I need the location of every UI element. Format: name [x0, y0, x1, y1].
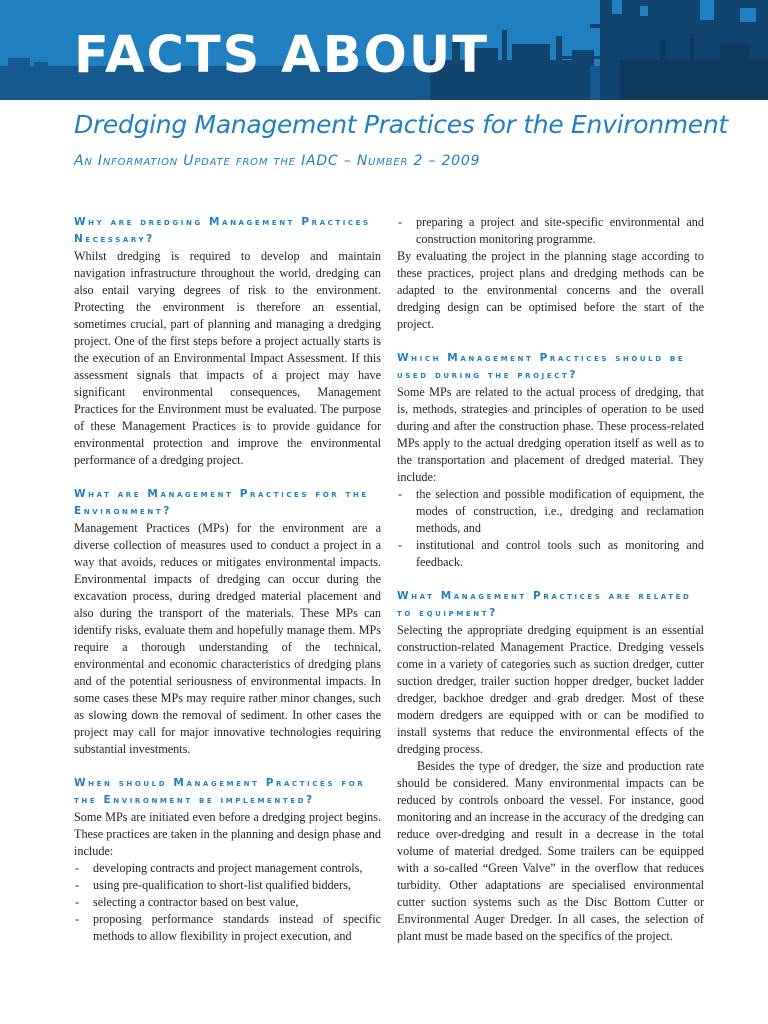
section-paragraph: Besides the type of dredger, the size and production rate should be considered. Many environmental impacts can be reduced by controls onboard the vessel. For instance, good monitoring and an increase in the accuracy of the dredging can reduce over-dredging and result in a decrease in the total volume of material dredged. Some trailers can be equipped with a so-called “Green Valve” in the overflow that reduces turbidity. Other adaptations are specialised environmental cutter suction systems such as the Disc Bottom Cutter or Environmental Auger Dredger. In all cases, the selection of plant must be made based on the specifics of the project. [397, 759, 704, 943]
document-title: Dredging Management Practices for the Environment [74, 110, 728, 139]
list-item: - developing contracts and project management controls, [74, 860, 381, 877]
list-item: - selecting a contractor based on best value, [74, 894, 381, 911]
section-what-are [74, 486, 381, 758]
section-heading: What Management Practices are related to equipment? [397, 590, 692, 619]
section-which-during [397, 350, 704, 571]
bullet-list [397, 486, 704, 571]
bullet-list [74, 860, 381, 945]
section-paragraph: Whilst dredging is required to develop and maintain navigation infrastructure throughout the world, dredging can also entail varying degrees of risk to the environment. Protecting the environment is therefore an essential, sometimes crucial, part of planning and managing a dredging project. One of the first steps before a project actually starts is the execution of an Environmental Impact Assessment. If this assessment signals that impacts of a project may have significant environmental consequences, Management Practices for the Environment must be evaluated. The purpose of these Management Practices is to provide guidance for environmental protection and improve the environmental performance of a dredging project. [74, 249, 381, 467]
document-subtitle: An Information Update from the IADC – Number 2 – 2009 [74, 153, 481, 169]
right-column [397, 214, 704, 945]
section-paragraph: Selecting the appropriate dredging equipment is an essential construction-related Management Practice. Dredging vessels come in a variety of categories such as suction dredger, cutter suction dredger, trailer suction hopper dredger, bucket ladder dredger, backhoe dredger and grab dredger. Most of these modern dredgers are equipped with or can be modified to install systems that reduce the environmental effects of the dredging process. [397, 623, 704, 756]
list-item: - institutional and control tools such as monitoring and feedback. [397, 537, 704, 571]
list-item: - the selection and possible modification of equipment, the modes of construction, i.e., dredging and reclamation methods, and [397, 486, 704, 537]
left-column [74, 214, 381, 945]
list-item: - preparing a project and site-specific environmental and construction monitoring programme. [397, 214, 704, 248]
section-when-implemented [74, 775, 381, 945]
section-paragraph: Some MPs are related to the actual process of dredging, that is, methods, strategies and principles of operation to be used during and after the construction phase. These process-related MPs apply to the actual dredging operation itself as well as to the transportation and placement of dredged material. They include: [397, 385, 704, 484]
list-item: - proposing performance standards instead of specific methods to allow flexibility in project execution, and [74, 911, 381, 945]
section-why-necessary [74, 214, 381, 469]
section-heading: Which Management Practices should be used during the project? [397, 352, 686, 381]
section-paragraph: By evaluating the project in the planning stage according to these practices, project plans and dredging methods can be adapted to the environmental concerns and the overall dredging design can be optimised before the start of the project. [397, 249, 704, 331]
section-heading: What are Management Practices for the Environment? [74, 488, 369, 517]
banner-title: FACTS ABOUT [74, 26, 490, 85]
section-equipment [397, 588, 704, 945]
section-heading: Why are dredging Management Practices Necessary? [74, 216, 371, 245]
section-paragraph: Management Practices (MPs) for the environment are a diverse collection of measures used to conduct a project in a way that avoids, reduces or mitigates environmental impacts. Environmental impacts of dredging can occur during the excavation process, during dredged material placement and also during the transport of the materials. These MPs can identify risks, evaluate them and hopefully manage them. MPs require a thorough understanding of the technical, environmental and economic characteristics of dredging plans and of the potential seriousness of environmental impacts. In some cases these MPs may require rather minor changes, such as slowing down the removal of sediment. In other cases the project may call for major innovative technologies requiring substantial investments. [74, 521, 381, 756]
bullet-list-continued [397, 214, 704, 248]
section-heading: When should Management Practices for the Environment be implemented? [74, 777, 366, 806]
section-paragraph: Some MPs are initiated even before a dredging project begins. These practices are taken in the planning and design phase and include: [74, 810, 381, 858]
header-banner [0, 0, 768, 100]
list-item: - using pre-qualification to short-list qualified bidders, [74, 877, 381, 894]
